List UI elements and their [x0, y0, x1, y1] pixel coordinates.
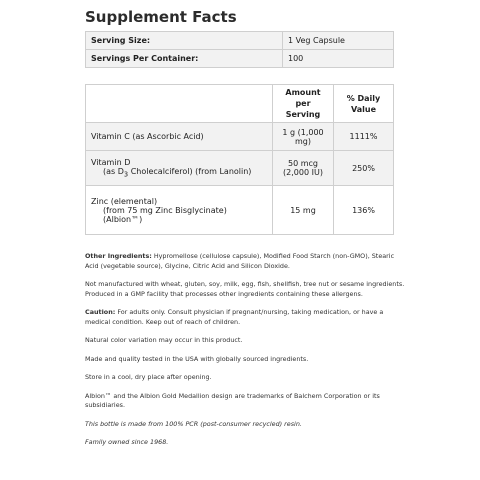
serving-table [85, 31, 394, 68]
nutrient-name-detail: (from 75 mg Zinc Bisglycinate) [103, 205, 227, 215]
nutrient-name [86, 186, 273, 235]
nutrient-name-detail: (Albion™) [103, 214, 143, 224]
serving-size-label: Serving Size: [86, 32, 283, 50]
other-ingredients-label: Other Ingredients: [85, 252, 152, 260]
nutrient-name-line: Vitamin D [91, 157, 131, 167]
servings-per-container-value: 100 [283, 50, 394, 68]
family-owned-note [85, 438, 405, 448]
nutrient-name-line: Zinc (elemental) [91, 196, 158, 206]
serving-size-value: 1 Veg Capsule [283, 32, 394, 50]
color-variation-note: Natural color variation may occur in this product. [85, 336, 243, 344]
other-ingredients-text: Hypromellose (cellulose capsule), Modified Food Starch (non-GMO), Stearic Acid (vegetable source), Glycine, Citric Acid and Silicon Dioxide. [85, 252, 395, 270]
table-header-row [86, 85, 394, 123]
other-ingredients [85, 252, 405, 271]
caution-label: Caution: [85, 308, 116, 316]
allergen-statement: Not manufactured with wheat, gluten, soy, milk, egg, fish, shellfish, tree nut or sesame ingredients. Produced in a GMP facility that processes other ingredients containing these allergens. [85, 280, 405, 298]
amount-line: 50 mcg [288, 159, 318, 168]
serving-size-row [86, 32, 394, 50]
servings-per-container-label: Servings Per Container: [86, 50, 283, 68]
nutrient-name-detail [91, 167, 267, 179]
notes-section [85, 252, 405, 457]
nutrient-amount: 1 g (1,000 mg) [273, 123, 334, 151]
nutrient-name: Vitamin C (as Ascorbic Acid) [86, 123, 273, 151]
table-row [86, 123, 394, 151]
page-title: Supplement Facts [85, 8, 237, 26]
detail-text: Cholecalciferol) (from Lanolin) [128, 166, 252, 176]
amount-line: (2,000 IU) [283, 168, 323, 177]
nutrient-daily-value: 1111% [334, 123, 394, 151]
header-amount: Amount per Serving [273, 85, 334, 123]
nutrient-table [85, 84, 394, 235]
nutrient-daily-value: 136% [334, 186, 394, 235]
nutrient-amount [273, 151, 334, 186]
storage-note: Store in a cool, dry place after opening. [85, 373, 212, 381]
nutrient-amount: 15 mg [273, 186, 334, 235]
subscript-3: 3 [123, 170, 129, 179]
bottle-note-text: This bottle is made from 100% PCR (post-consumer recycled) resin. [85, 419, 302, 428]
nutrient-name [86, 151, 273, 186]
nutrient-daily-value: 250% [334, 151, 394, 186]
header-nutrient [86, 85, 273, 123]
made-in-usa-note: Made and quality tested in the USA with globally sourced ingredients. [85, 354, 309, 363]
servings-per-container-row [86, 50, 394, 68]
caution-statement [85, 308, 405, 327]
family-owned-text: Family owned since 1968. [85, 438, 169, 446]
bottle-note [85, 420, 405, 430]
table-row [86, 186, 394, 235]
trademark-note: Albion™ and the Albion Gold Medallion design are trademarks of Balchem Corporation or its subsidiaries. [85, 391, 380, 409]
detail-text: (as D [103, 166, 124, 176]
caution-text: For adults only. Consult physician if pregnant/nursing, taking medication, or have a medical condition. Keep out of reach of children. [85, 308, 384, 326]
header-daily-value: % Daily Value [334, 85, 394, 123]
table-row [86, 151, 394, 186]
